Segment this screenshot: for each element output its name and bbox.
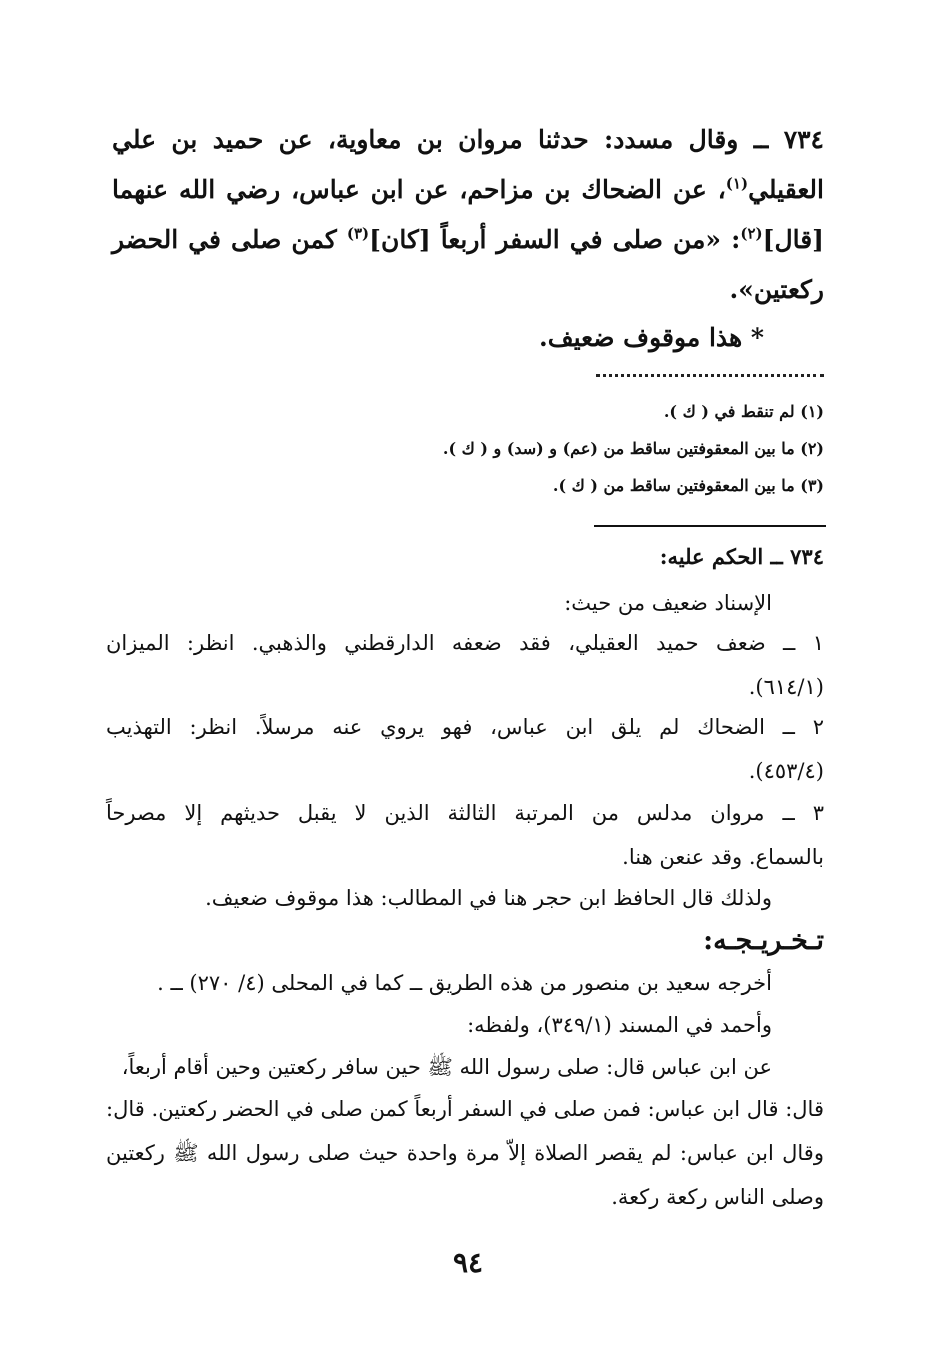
footnote-ref-3: (٣) [346,224,370,243]
footnote-ref-2: (٢) [740,224,763,243]
hadith-line-3-mid: : «من صلى في السفر أربعاً [كان] [369,225,741,254]
point-2-line-2: (٤٥٣/٤). [748,759,824,783]
takhrij-line-5: وقال ابن عباس: لم يقصر الصلاة إلاّ مرة واحدة حيث صلى رسول الله ﷺ ركعتين [106,1141,824,1165]
point-3-line-1: ٣ ــ مروان مدلس من المرتبة الثالثة الذين لا يقبل حديثهم إلا مصرحاً [106,801,824,825]
hadith-line-3-end: كمن صلى في الحضر [112,225,347,254]
takhrij-line-6: وصلى الناس ركعة ركعة. [611,1185,824,1209]
takhrij-heading: تـخـريـجـه: [703,925,824,956]
page-number: ٩٤ [452,1246,484,1279]
hadith-line-1: ٧٣٤ ــ وقال مسدد: حدثنا مروان بن معاوية، عن حميد بن علي [112,125,824,154]
takhrij-line-3: عن ابن عباس قال: صلى رسول الله ﷺ حين سافر ركعتين وحين أقام أربعاً، [121,1055,772,1079]
hadith-line-2-rest: ، عن الضحاك بن مزاحم، عن ابن عباس، رضي الله عنهما [112,175,726,204]
point-3-line-2: بالسماع. وقد عنعن هنا. [622,845,824,869]
hadith-line-2 [112,174,824,205]
hadith-line-4: ركعتين». [729,275,824,304]
ruling-heading: ٧٣٤ ــ الحكم عليه: [659,544,824,569]
takhrij-line-4: قال: قال ابن عباس: فمن صلى في السفر أربعاً كمن صلى في الحضر ركعتين. قال: [106,1097,824,1121]
point-1-line-1: ١ ــ ضعف حميد العقيلي، فقد ضعفه الدارقطني والذهبي. انظر: الميزان [106,631,824,655]
takhrij-line-1: أخرجه سعيد بن منصور من هذه الطريق ــ كما في المحلى (٤/ ٢٧٠) ــ . [157,971,772,995]
hadith-line-2-start: العقيلي [748,175,824,204]
footnote-1: (١) لم تنقط في ( ك ). [663,402,824,421]
takhrij-line-2: وأحمد في المسند (٣٤٩/١)، ولفظه: [467,1013,772,1037]
footnote-2: (٢) ما بين المعقوفتين ساقط من (عم) و (سد) و ( ك ). [442,439,824,458]
conclusion: ولذلك قال الحافظ ابن حجر هنا في المطالب: هذا موقوف ضعيف. [205,886,772,910]
hadith-line-3 [112,224,824,255]
point-1-line-2: (٦١٤/١). [748,675,824,699]
hadith-line-3-start: [قال] [762,225,824,254]
footnote-separator [596,374,824,377]
ruling-statement: * هذا موقوف ضعيف. [539,323,764,352]
footnote-ref-1: (١) [725,174,749,193]
footnote-3: (٣) ما بين المعقوفتين ساقط من ( ك ). [552,476,824,495]
isnad-intro: الإسناد ضعيف من حيث: [564,591,772,615]
section-divider [594,525,826,527]
point-2-line-1: ٢ ــ الضحاك لم يلق ابن عباس، فهو يروي عنه مرسلاً. انظر: التهذيب [106,715,824,739]
